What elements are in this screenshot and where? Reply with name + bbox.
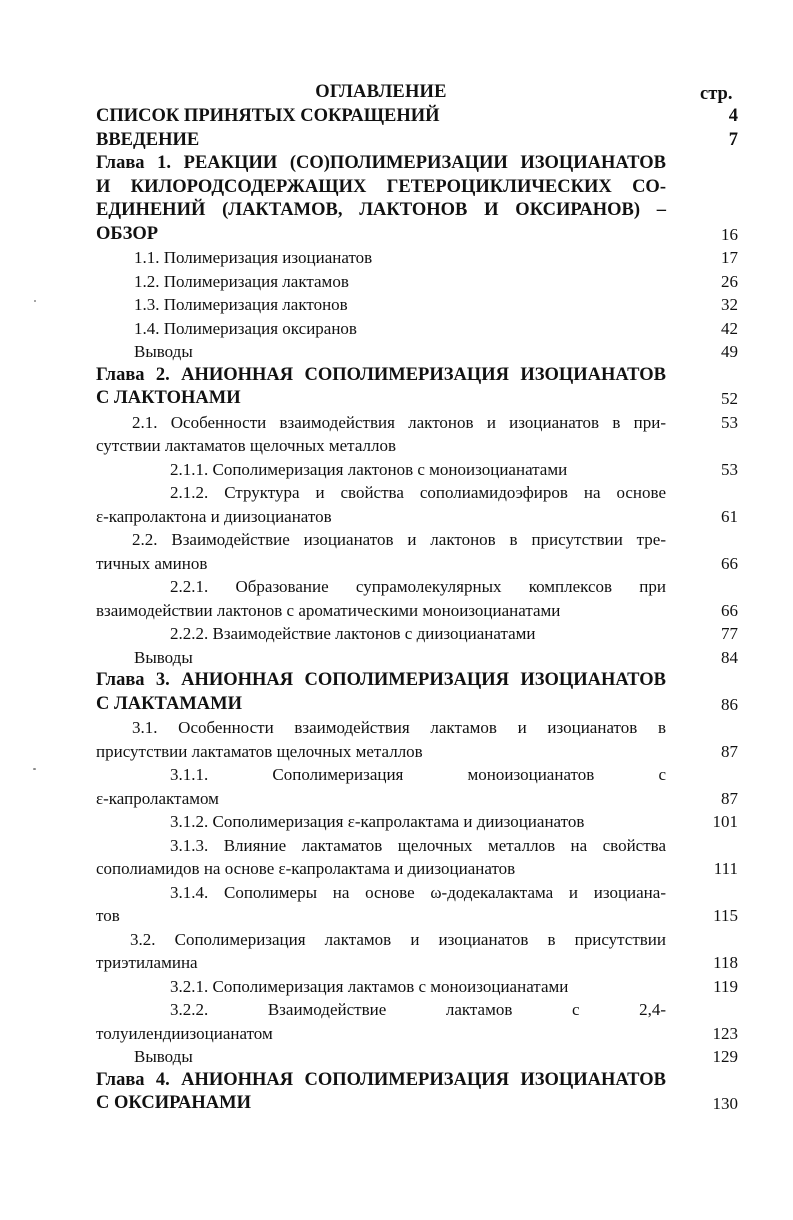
toc-entry: 1.1. Полимеризация изоцианатов 17 bbox=[134, 248, 738, 267]
toc-entry: Выводы 84 bbox=[134, 647, 738, 667]
toc-entry: 2.2. Взаимодействие изоцианатов и лактонов в присутствии тре- bbox=[132, 530, 666, 549]
toc-entry-chapter: Глава 1. РЕАКЦИИ (СО)ПОЛИМЕРИЗАЦИИ ИЗОЦИАНАТОВ bbox=[96, 153, 666, 173]
toc-entry: 3.1.3. Влияние лактаматов щелочных металлов на свойства bbox=[170, 835, 666, 855]
toc-entry: 2.1.2. Структура и свойства сополиамидоэфиров на основе bbox=[170, 483, 666, 502]
toc-entry: 1.4. Полимеризация оксиранов 42 bbox=[134, 318, 738, 338]
toc-entry: 3.2.1. Сополимеризация лактамов с моноизоцианатами 119 bbox=[170, 976, 738, 996]
toc-entry: 2.2.2. Взаимодействие лактонов с диизоцианатами 77 bbox=[170, 624, 738, 643]
toc-entry-chapter: Глава 2. АНИОННАЯ СОПОЛИМЕРИЗАЦИЯ ИЗОЦИАНАТОВ bbox=[96, 364, 666, 385]
toc-entry-chapter: Глава 4. АНИОННАЯ СОПОЛИМЕРИЗАЦИЯ ИЗОЦИАНАТОВ bbox=[96, 1069, 666, 1090]
toc-entry: 1.3. Полимеризация лактонов 32 bbox=[134, 295, 738, 314]
toc-entry: 3.2.2. Взаимодействие лактамов с 2,4- bbox=[170, 1000, 666, 1019]
scan-speck bbox=[33, 768, 36, 770]
toc-entry: 3.1.2. Сополимеризация ε-капролактама и диизоцианатов 101 bbox=[170, 812, 738, 831]
toc-entry: 3.1.1. Сополимеризация моноизоцианатов с bbox=[170, 765, 666, 784]
toc-entry: 2.2.1. Образование супрамолекулярных комплексов при bbox=[170, 577, 666, 596]
scan-speck bbox=[34, 300, 36, 302]
toc-entry: Выводы 129 bbox=[134, 1047, 738, 1066]
toc-entry: 3.1.4. Сополимеры на основе ω-додекалактама и изоциана- bbox=[170, 882, 666, 902]
toc-entry: 3.2. Сополимеризация лактамов и изоцианатов в присутствии bbox=[130, 929, 666, 949]
table-of-contents: СПИСОК ПРИНЯТЫХ СОКРАЩЕНИЙ 4 ВВЕДЕНИЕ 7 Глава 1. РЕАКЦИИ (СО)ПОЛИМЕРИЗАЦИИ ИЗОЦИАНАТОВ И КИЛОРОДСОДЕРЖАЩИХ ГЕТЕРОЦИКЛИЧЕСКИХ СО- ЕДИНЕНИЙ (ЛАКТАМОВ, ЛАКТОНОВ И ОКСИРАНОВ) – ОБЗОР 16 1.1. Полимеризация изоцианатов 17 1.2. Полимеризация лактамов 26 1.3. Полимеризация лактонов 32 1.4. Полимеризация оксиранов 42 Выводы 49 Глава 2. АНИОННАЯ СОПОЛИМЕРИЗАЦИЯ ИЗОЦИАНАТОВ С ЛАКТОНАМИ 52 2.1. Особенности взаимодействия лактонов и изоцианатов в при- 53 сутствии лактаматов щелочных металлов 2.1.1. Сополимеризация лактонов с моноизоцианатами 53 2.1.2. Структура и свойства сополиамидоэфиров на основе ε-капролактона и диизоцианатов 61 2.2. Взаимодействие изоцианатов и лактонов в присутствии тре- тичных аминов 66 2.2.1. Образование супрамолекулярных комплексов при взаимодействии лактонов с ароматическими моноизоцианатами 66 2.2.2. Взаимодействие лактонов с диизоцианатами 77 Выводы 84 Глава 3. АНИОННАЯ СОПОЛИМЕРИЗАЦИЯ ИЗОЦИАНАТОВ С ЛАКТАМАМИ 86 3.1. Особенности взаимодействия лактамов и изоцианатов в присутствии лактаматов щелочных металлов 87 3.1.1. Сополимеризация моноизоцианатов с ε-капролактамом 87 3.1.2. Сополимеризация ε-капролактама и диизоцианатов 101 3.1.3. Влияние лактаматов щелочных металлов на свойства сополиамидов на основе ε-капролактама и диизоцианатов 111 3.1.4. Сополимеры на основе ω-додекалактама и изоциана- тов 115 3.2. Сополимеризация лактамов и изоцианатов в присутствии триэтиламина 118 3.2.1. Сополимеризация лактамов с моноизоцианатами 119 3.2.2. Взаимодействие лактамов с 2,4- толуилендиизоцианатом 123 Выводы 129 Глава 4. АНИОННАЯ СОПОЛИМЕРИЗАЦИЯ ИЗОЦИАНАТОВ С ОКСИРАНАМИ 130 bbox=[96, 106, 738, 1113]
toc-entry-chapter: Глава 3. АНИОННАЯ СОПОЛИМЕРИЗАЦИЯ ИЗОЦИАНАТОВ bbox=[96, 670, 666, 690]
page-column-label: стр. bbox=[700, 84, 733, 104]
toc-entry: 2.1.1. Сополимеризация лактонов с моноизоцианатами 53 bbox=[170, 459, 738, 479]
toc-entry: 3.1. Особенности взаимодействия лактамов и изоцианатов в bbox=[132, 718, 666, 737]
toc-entry: 1.2. Полимеризация лактамов 26 bbox=[134, 271, 738, 291]
toc-heading: ОГЛАВЛЕНИЕ bbox=[315, 82, 447, 102]
toc-entry: Выводы 49 bbox=[134, 342, 738, 361]
toc-entry: СПИСОК ПРИНЯТЫХ СОКРАЩЕНИЙ 4 bbox=[96, 106, 738, 126]
toc-entry: 2.1. Особенности взаимодействия лактонов и изоцианатов в при- 53 bbox=[132, 412, 738, 432]
toc-entry: ВВЕДЕНИЕ 7 bbox=[96, 129, 738, 150]
